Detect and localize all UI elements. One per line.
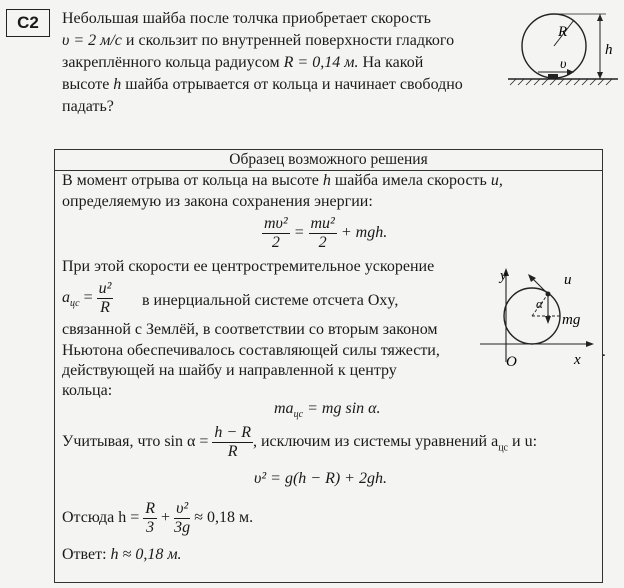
eq1-left-den: 2 bbox=[271, 234, 280, 251]
solution-answer bbox=[62, 546, 182, 564]
fig2-O-label: O bbox=[506, 354, 517, 370]
newton-equation bbox=[274, 400, 381, 420]
fig2-y-label: y bbox=[500, 268, 507, 284]
p3-text-b: , исключим из системы уравнений a bbox=[252, 433, 499, 451]
p4-frac-2 bbox=[174, 500, 190, 537]
fig2-alpha-label: α bbox=[536, 296, 543, 311]
height-arrow-bottom bbox=[597, 72, 603, 79]
ring-figure bbox=[508, 12, 620, 98]
p4-result: ≈ 0,18 м. bbox=[194, 509, 254, 527]
accel-a: a bbox=[62, 289, 70, 307]
answer-label: Ответ: bbox=[62, 546, 111, 563]
solution-p2-line1: При этой скорости ее центростремительное ускорение bbox=[62, 258, 435, 275]
height-arrow-top bbox=[597, 14, 603, 21]
p4-den-1: 3 bbox=[146, 519, 155, 536]
problem-line-5: падать? bbox=[62, 98, 114, 115]
sin-frac bbox=[212, 424, 253, 461]
eq1-right-num: mu² bbox=[310, 215, 335, 232]
p4-num-1: R bbox=[145, 500, 156, 517]
problem-line-2-text: и скользит по внутренней поверхности гладкого bbox=[121, 32, 455, 49]
problem-line-4 bbox=[62, 74, 502, 96]
eq1-tail: + mgh. bbox=[340, 224, 388, 242]
solution-p1-line1 bbox=[62, 172, 503, 190]
fig2-u-label: u bbox=[564, 272, 572, 288]
radius-value: R = 0,14 м. bbox=[283, 54, 359, 71]
speed-value: υ = 2 м/с bbox=[62, 32, 122, 49]
solution-p1-line2: определяемую из закона сохранения энергии: bbox=[62, 193, 373, 210]
solution-p2-line5: действующей на шайбу и направленной к центру bbox=[62, 362, 397, 379]
p1-h: h bbox=[322, 172, 331, 189]
energy-equation bbox=[262, 215, 387, 252]
p4-num-2: υ² bbox=[176, 500, 189, 517]
solution-p3 bbox=[62, 424, 537, 461]
puck bbox=[548, 74, 558, 79]
mg-arrowhead bbox=[545, 316, 551, 324]
forces-figure bbox=[480, 266, 612, 370]
problem-line-1: Небольшая шайба после толчка приобретает скорость bbox=[62, 10, 431, 27]
p4-plus: + bbox=[161, 509, 171, 527]
accel-den: R bbox=[100, 299, 110, 316]
accel-symbol bbox=[62, 289, 80, 310]
accel-num: u² bbox=[98, 280, 112, 297]
p4-den-2: 3g bbox=[174, 519, 191, 536]
fig2-mg-label: mg bbox=[562, 312, 581, 328]
solution-p2-line2 bbox=[62, 280, 113, 317]
p3-text-c: и u: bbox=[508, 433, 538, 451]
problem-line-2 bbox=[62, 30, 502, 52]
p1-text-b: шайба имела скорость bbox=[330, 172, 491, 189]
p3-sub: цс bbox=[498, 442, 508, 454]
problem-label: C2 bbox=[6, 9, 50, 37]
height-var: h bbox=[113, 76, 122, 93]
eq1-right-frac bbox=[309, 215, 337, 252]
p3-text-a: Учитывая, что sin α = bbox=[62, 433, 209, 451]
solution-p2-line2-tail: в инерциальной системе отсчета Oxy, bbox=[142, 292, 399, 309]
problem-line-4-text: высоте bbox=[62, 76, 114, 93]
accel-sub: цс bbox=[70, 298, 80, 310]
solution-p2-line3: связанной с Землёй, в соответствии со вторым законом bbox=[62, 321, 438, 338]
fig-R-label: R bbox=[558, 24, 568, 40]
eq2-ma: ma bbox=[274, 400, 294, 417]
problem-line-3-text: закреплённого кольца радиусом bbox=[62, 54, 284, 71]
eq1-left-frac bbox=[262, 215, 290, 252]
eq1-right-den: 2 bbox=[318, 234, 327, 251]
solution-p2-line4: Ньютона обеспечивалось составляющей силы тяжести, bbox=[62, 342, 440, 359]
fig2-x-label: x bbox=[574, 352, 581, 368]
p1-u: u, bbox=[490, 172, 503, 189]
eq2-sub: цс bbox=[293, 409, 304, 421]
eq1-left-num: mυ² bbox=[264, 215, 288, 232]
fig-h-label: h bbox=[605, 42, 613, 58]
solution-header: Образец возможного решения bbox=[54, 149, 603, 171]
answer-value: h ≈ 0,18 м. bbox=[110, 546, 182, 563]
problem-text bbox=[62, 8, 502, 118]
fig2-period: . bbox=[602, 344, 606, 360]
eq2-tail: = mg sin α. bbox=[303, 400, 381, 417]
ground-hatching bbox=[510, 79, 612, 85]
p4-frac-1 bbox=[143, 500, 157, 537]
p1-text-a: В момент отрыва от кольца на высоте bbox=[62, 172, 323, 189]
velocity-equation: υ² = g(h − R) + 2gh. bbox=[254, 470, 387, 487]
problem-line-4-tail: шайба отрывается от кольца и начинает свободно bbox=[121, 76, 463, 93]
sin-num: h − R bbox=[214, 424, 251, 441]
eq1-equals: = bbox=[293, 224, 305, 242]
fig-v-label: υ bbox=[560, 57, 567, 72]
p4-text-a: Отсюда h = bbox=[62, 509, 140, 527]
sin-den: R bbox=[227, 443, 238, 460]
solution-p4 bbox=[62, 500, 253, 537]
solution-p2-line6: кольца: bbox=[62, 382, 113, 399]
x-axis-arrow bbox=[586, 341, 594, 347]
problem-line-3 bbox=[62, 52, 502, 74]
problem-line-3-tail: На какой bbox=[358, 54, 424, 71]
accel-frac bbox=[97, 280, 114, 317]
accel-equals: = bbox=[83, 289, 93, 307]
